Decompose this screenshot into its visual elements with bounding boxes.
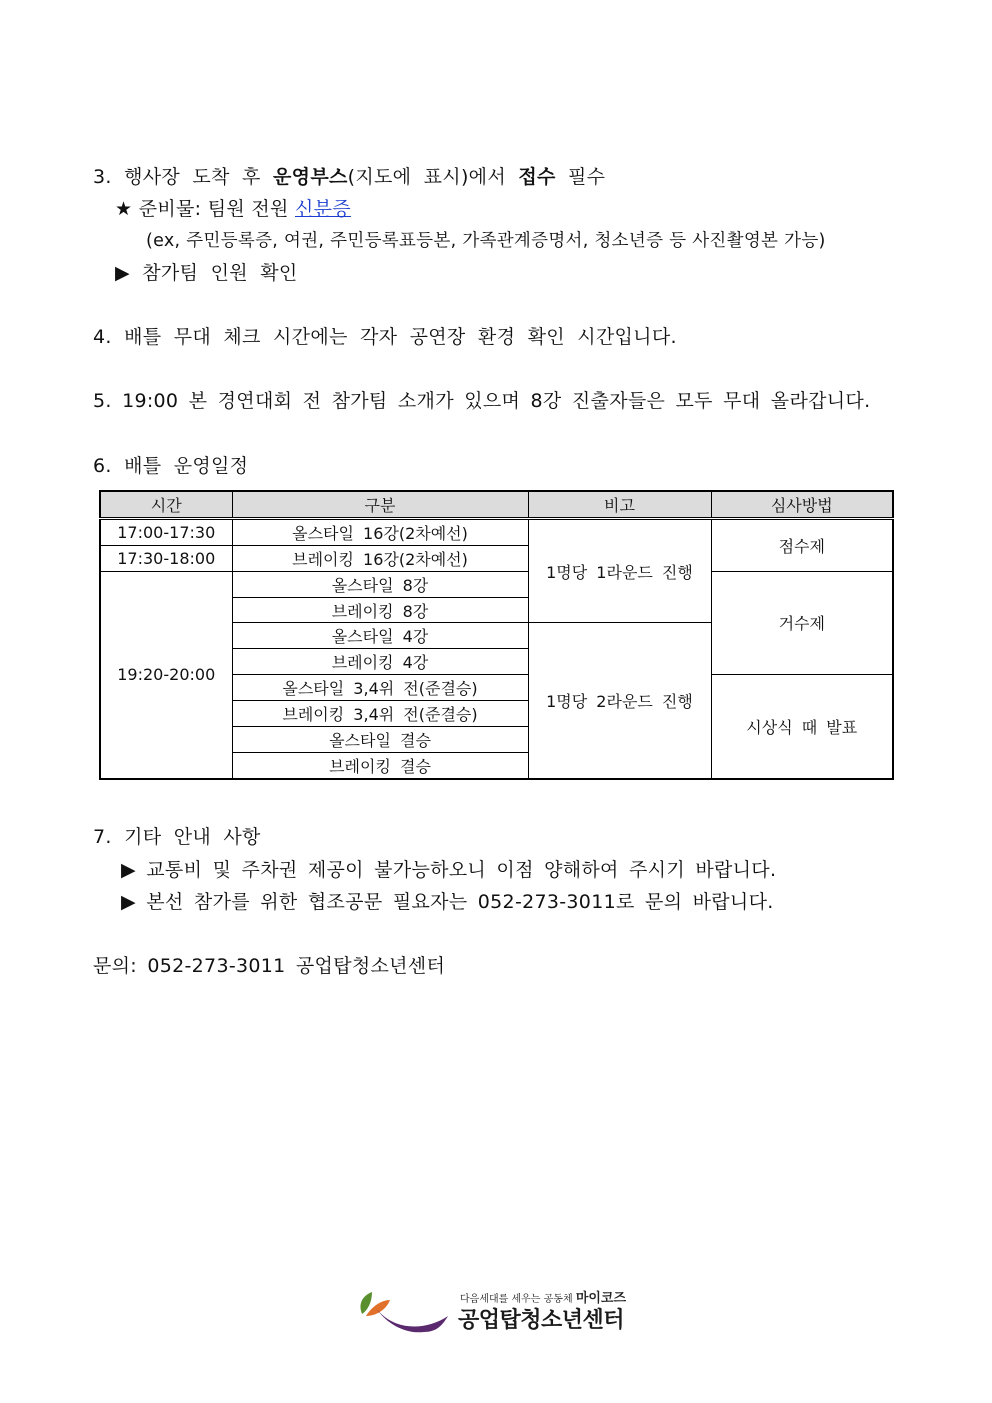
section-7-item-2-text: 본선 참가를 위한 협조공문 필요자는 052-273-3011로 문의 바랍니다. [146,891,774,913]
section-3-item-2-text: 참가팀 인원 확인 [142,262,298,284]
schedule-header-row [100,491,893,518]
section-7-item-1-text: 교통비 및 주차권 제공이 불가능하오니 이점 양해하여 주시기 바랍니다. [146,859,777,881]
logo-swoosh-purple [376,1308,448,1332]
section-7-title: 7. 기타 안내 사항 [93,826,261,848]
time-cell: 17:30-18:00 [100,545,232,571]
arrow-right-icon: ▶ [121,859,136,881]
category-cell: 올스타일 3,4위 전(준결승) [232,675,528,701]
section-3-suffix: 필수 [555,166,606,188]
section-5-text: 5. 19:00 본 경연대회 전 참가팀 소개가 있으며 8강 진출자들은 모두 무대 올라갑니다. [93,390,871,412]
schedule-table [99,490,894,780]
table-row [100,518,893,545]
section-3-item-2 [115,258,298,285]
judging-cell: 점수제 [711,518,893,571]
contact-line: 문의: 052-273-3011 공업탑청소년센터 [93,955,446,977]
star-icon: ★ [115,198,133,220]
category-cell: 브레이킹 8강 [232,597,528,623]
category-cell: 브레이킹 4강 [232,649,528,675]
footer-tagline-text: 다음세대를 세우는 공동체 [460,1294,573,1305]
section-7-item-2 [121,887,774,914]
section-3-item-1-note: (ex, 주민등록증, 여권, 주민등록표등본, 가족관계증명서, 청소년증 등 사진촬영본 가능) [146,231,826,251]
note-cell: 1명당 1라운드 진행 [528,518,711,623]
id-card-link[interactable]: 신분증 [295,198,351,220]
category-cell: 올스타일 4강 [232,623,528,649]
category-cell: 브레이킹 16강(2차예선) [232,545,528,571]
section-7-item-1 [121,855,776,882]
category-cell: 올스타일 결승 [232,727,528,753]
time-cell: 17:00-17:30 [100,518,232,545]
section-3-mid: (지도에 표시)에서 [347,166,519,188]
section-4-text: 4. 배틀 무대 체크 시간에는 각자 공연장 환경 확인 시간입니다. [93,326,677,348]
note-cell: 1명당 2라운드 진행 [528,623,711,779]
category-cell: 올스타일 8강 [232,571,528,597]
time-cell: 19:20-20:00 [100,571,232,779]
section-3-booth: 운영부스 [273,166,348,188]
section-3-heading [93,162,605,189]
footer-tagline-brand: 마이코즈 [575,1291,627,1306]
section-6-title: 6. 배틀 운영일정 [93,455,249,477]
arrow-right-icon: ▶ [121,891,136,913]
arrow-right-icon: ▶ [115,262,130,284]
header-time: 시간 [100,491,232,518]
section-3-reception: 접수 [518,166,556,188]
section-3-item-1 [115,194,351,221]
category-cell: 브레이킹 결승 [232,752,528,778]
judging-cell: 거수제 [711,571,893,675]
category-cell: 브레이킹 3,4위 전(준결승) [232,701,528,727]
footer-org-name: 공업탑청소년센터 [458,1308,625,1333]
category-cell: 올스타일 16강(2차예선) [232,518,528,545]
header-note: 비고 [528,491,711,518]
header-judging: 심사방법 [711,491,893,518]
table-row [100,571,893,597]
section-3-prefix: 3. 행사장 도착 후 [93,166,274,188]
judging-cell: 시상식 때 발표 [711,675,893,779]
header-category: 구분 [232,491,528,518]
section-3-item-1-text: 준비물: 팀원 전원 [138,198,295,220]
